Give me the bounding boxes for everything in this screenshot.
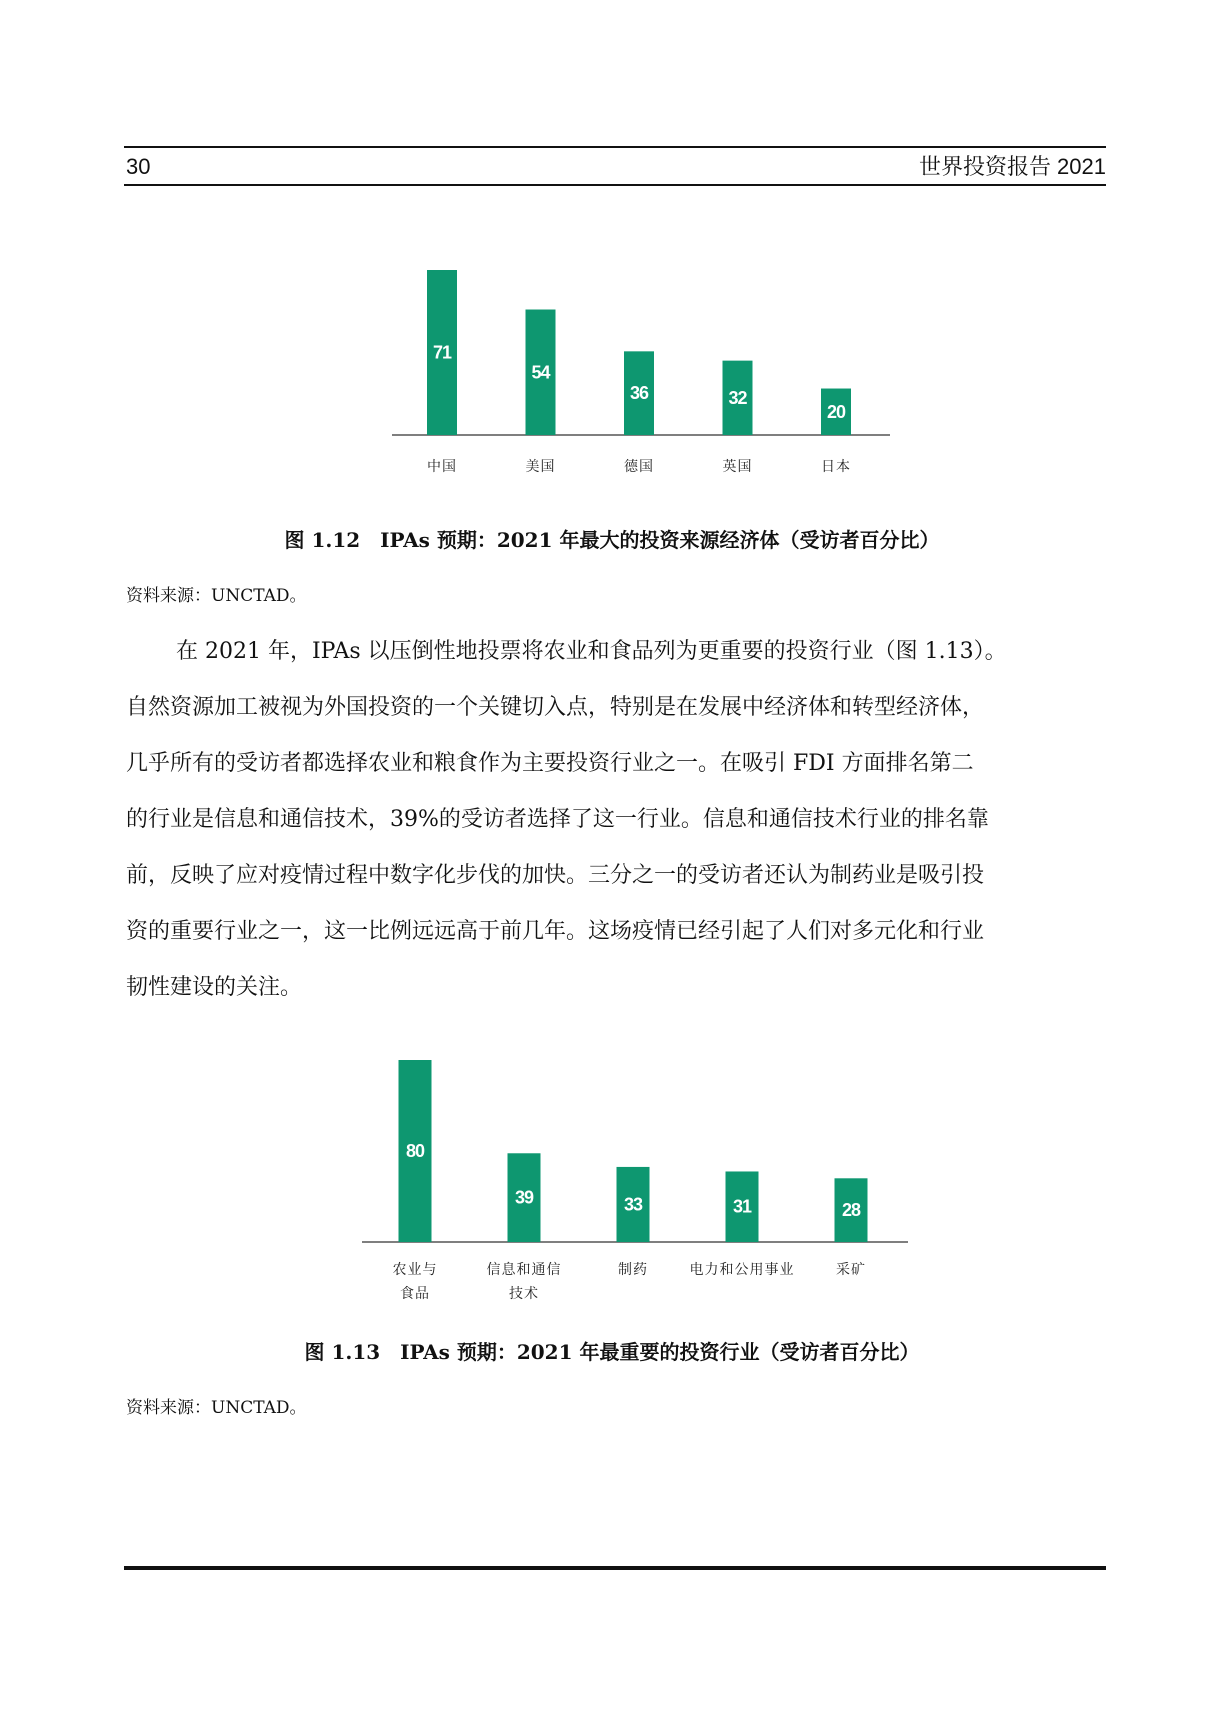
category-label: 食品	[400, 1286, 430, 1302]
paragraph-line: 韧性建设的关注。	[126, 975, 303, 1000]
footer-rule	[124, 1566, 1106, 1570]
page-number: 30	[126, 154, 151, 179]
category-label: 采矿	[836, 1262, 866, 1278]
paragraph-line: 的行业是信息和通信技术，39%的受访者选择了这一行业。信息和通信技术行业的排名靠	[126, 807, 989, 832]
running-title: 世界投资报告 2021	[918, 154, 1106, 179]
bar-value-label: 54	[531, 362, 550, 383]
figure-source-1-13: 资料来源：UNCTAD。	[126, 1398, 307, 1418]
bar-value-label: 39	[514, 1187, 534, 1208]
bar-value-label: 80	[405, 1141, 425, 1161]
category-label: 美国	[525, 459, 556, 475]
paragraph-line: 自然资源加工被视为外国投资的一个关键切入点，特别是在发展中经济体和转型经济体，	[126, 695, 985, 720]
figure-caption-1-13: 图 1.13 IPAs 预期：2021 年最重要的投资行业（受访者百分比）	[304, 1340, 920, 1364]
body-paragraph	[126, 624, 1106, 1016]
paragraph-line: 几乎所有的受访者都选择农业和粮食作为主要投资行业之一。在吸引 FDI 方面排名第二	[126, 751, 974, 776]
bar-value-label: 28	[841, 1200, 861, 1221]
chart-investment-source-economies	[0, 250, 1224, 480]
bar-value-label: 20	[826, 401, 846, 422]
category-label: 信息和通信	[486, 1262, 562, 1278]
paragraph-line: 在 2021 年，IPAs 以压倒性地投票将农业和食品列为更重要的投资行业（图 1.13）。	[176, 639, 1007, 664]
category-label: 电力和公用事业	[689, 1262, 795, 1278]
category-label: 日本	[821, 459, 851, 475]
figure-caption-1-12: 图 1.12 IPAs 预期：2021 年最大的投资来源经济体（受访者百分比）	[284, 528, 940, 552]
chart-important-investment-industries	[0, 1040, 1224, 1310]
bar-value-label: 33	[623, 1194, 643, 1215]
category-label: 中国	[427, 459, 457, 475]
paragraph-line: 前，反映了应对疫情过程中数字化步伐的加快。三分之一的受访者还认为制药业是吸引投	[126, 863, 985, 888]
category-label: 德国	[624, 459, 654, 475]
category-label: 英国	[722, 459, 753, 475]
bar-value-label: 71	[432, 342, 452, 363]
bar-value-label: 36	[629, 383, 649, 404]
category-label: 制药	[618, 1262, 648, 1278]
figure-source-1-12: 资料来源：UNCTAD。	[126, 586, 307, 606]
category-label: 农业与	[392, 1262, 438, 1278]
bar-value-label: 31	[732, 1196, 752, 1217]
header-bottom-rule	[124, 184, 1106, 186]
header-top-rule	[124, 146, 1106, 148]
category-label: 技术	[509, 1286, 539, 1302]
bar-value-label: 32	[728, 387, 747, 408]
paragraph-line: 资的重要行业之一，这一比例远远高于前几年。这场疫情已经引起了人们对多元化和行业	[126, 919, 985, 944]
